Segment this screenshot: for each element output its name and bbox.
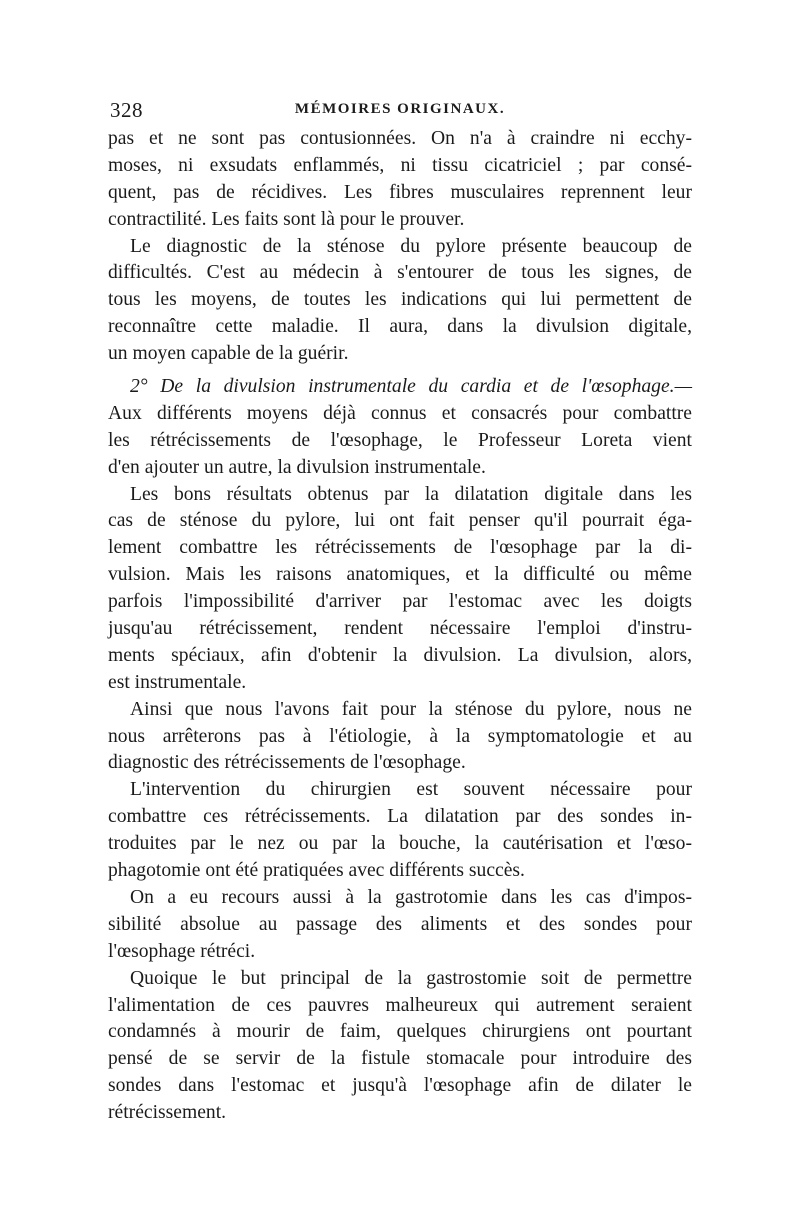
text-line: l'œsophage rétréci.	[108, 940, 256, 962]
text-line: pas et ne sont pas contusionnées. On n'a à craindre ni ecchy-	[108, 128, 692, 149]
text-line: lement combattre les rétrécissements de l'œsophage par la di-	[108, 537, 692, 559]
paragraph	[108, 777, 692, 885]
text-line: les rétrécissements de l'œsophage, le Professeur Loreta vient	[108, 429, 692, 451]
text-line: pensé de se servir de la fistule stomacale pour introduire des	[108, 1048, 692, 1070]
text-line: parfois l'impossibilité d'arriver par l'estomac avec les doigts	[108, 591, 692, 613]
text-line: Quoique le but principal de la gastrostomie soit de permettre	[130, 967, 692, 989]
text-line: Le diagnostic de la sténose du pylore présente beaucoup de	[130, 235, 692, 257]
paragraph	[108, 697, 692, 778]
text-line: nous arrêterons pas à l'étiologie, à la symptomatologie et au	[108, 725, 692, 747]
running-title: MÉMOIRES ORIGINAUX.	[294, 101, 506, 117]
text-line: L'intervention du chirurgien est souvent nécessaire pour	[130, 779, 692, 801]
text-line: combattre ces rétrécissements. La dilatation par des sondes in-	[108, 806, 692, 828]
text-line: sondes dans l'estomac et jusqu'à l'œsophage afin de dilater le	[108, 1075, 692, 1097]
text-line: un moyen capable de la guérir.	[108, 343, 349, 365]
section-paragraph	[108, 374, 692, 482]
body-text	[108, 126, 692, 1127]
text-line: rétrécissement.	[108, 1102, 227, 1124]
text-line: jusqu'au rétrécissement, rendent nécessaire l'emploi d'instru-	[108, 618, 692, 640]
text-line: reconnaître cette maladie. Il aura, dans la divulsion digitale,	[108, 316, 692, 338]
section-heading: 2° De la divulsion instrumentale du cardia et de l'œsophage.—	[130, 376, 692, 398]
text-line: difficultés. C'est au médecin à s'entourer de tous les signes, de	[108, 262, 692, 284]
text-line: Aux différents moyens déjà connus et consacrés pour combattre	[108, 402, 692, 424]
text-line: ments spéciaux, afin d'obtenir la divulsion. La divulsion, alors,	[108, 644, 692, 666]
page-number: 328	[110, 98, 143, 122]
text-line: d'en ajouter un autre, la divulsion instrumentale.	[108, 456, 486, 478]
text-line: quent, pas de récidives. Les fibres musculaires reprennent leur	[108, 181, 692, 203]
text-line: condamnés à mourir de faim, quelques chirurgiens ont pourtant	[108, 1021, 692, 1043]
text-line: On a eu recours aussi à la gastrotomie dans les cas d'impos-	[130, 886, 692, 908]
text-line: cas de sténose du pylore, lui ont fait penser qu'il pourrait éga-	[108, 510, 692, 532]
paragraph	[108, 482, 692, 697]
text-line: Les bons résultats obtenus par la dilatation digitale dans les	[130, 483, 692, 505]
paragraph	[108, 966, 692, 1127]
text-line: l'alimentation de ces pauvres malheureux qui autrement seraient	[108, 994, 692, 1016]
paragraph	[108, 885, 692, 966]
text-line: troduites par le nez ou par la bouche, la cautérisation et l'œso-	[108, 833, 692, 855]
text-line: sibilité absolue au passage des aliments et des sondes pour	[108, 913, 692, 935]
text-line: est instrumentale.	[108, 671, 247, 693]
text-line: moses, ni exsudats enflammés, ni tissu cicatriciel ; par consé-	[108, 154, 692, 176]
text-line: vulsion. Mais les raisons anatomiques, et la difficulté ou même	[108, 564, 692, 586]
text-line: diagnostic des rétrécissements de l'œsophage.	[108, 752, 466, 774]
paragraph	[108, 126, 692, 234]
paragraph	[108, 234, 692, 368]
text-line: tous les moyens, de toutes les indications qui lui permettent de	[108, 289, 692, 311]
text-line: contractilité. Les faits sont là pour le prouver.	[108, 208, 465, 230]
text-line: Ainsi que nous l'avons fait pour la sténose du pylore, nous ne	[130, 698, 692, 720]
text-line: phagotomie ont été pratiquées avec différents succès.	[108, 860, 525, 882]
page-header	[110, 98, 690, 122]
